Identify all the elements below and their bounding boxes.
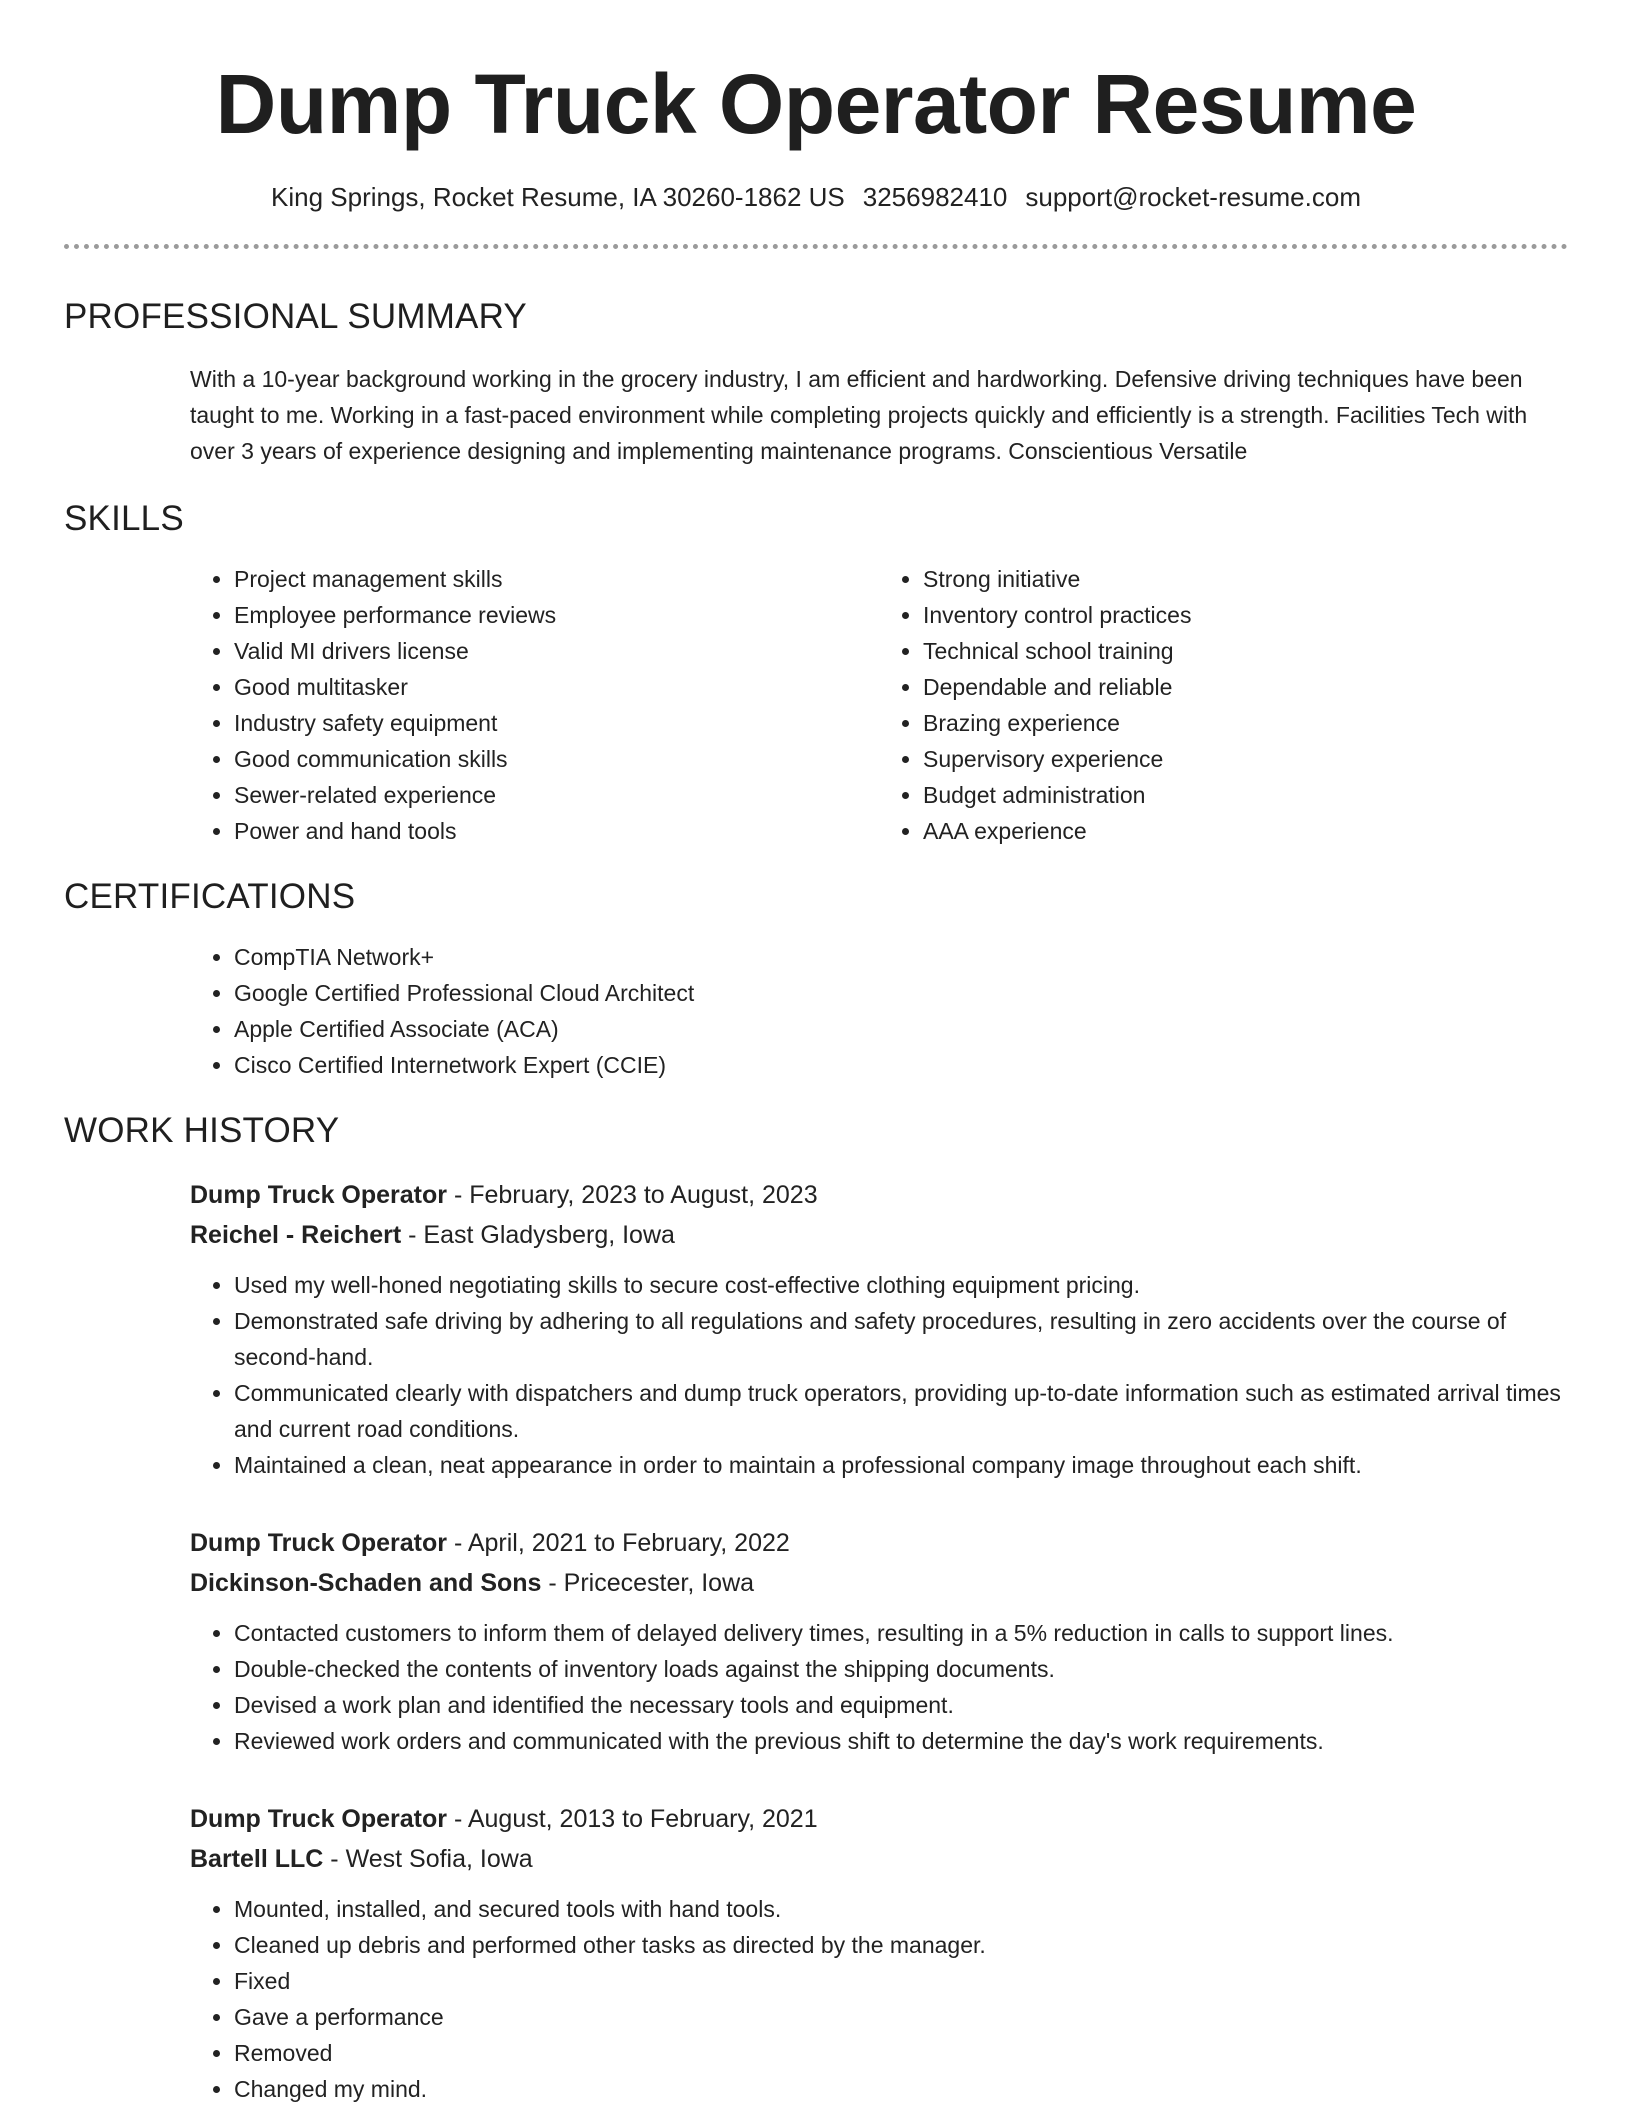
skill-item: • Strong initiative [923,561,1568,597]
job-title: Dump Truck Operator [190,1805,447,1833]
job-bullets [190,1267,1568,1483]
summary-text: With a 10-year background working in the grocery industry, I am efficient and hardworking. Defensive driving techniques have been taught to me. Working in a fast-paced environment while completing projects quickly and efficiently is a strength. Facilities Tech with over 3 years of experience designing and implementing maintenance programs. Conscientious Versatile [190,366,1528,464]
skill-item: • Power and hand tools [234,813,879,849]
certifications-block [190,939,1568,1083]
skills-list-left [190,561,879,849]
job-location: - West Sofia, Iowa [323,1845,533,1873]
job-entry [190,1523,1568,1759]
job-bullet: • Devised a work plan and identified the necessary tools and equipment. [234,1687,1568,1723]
job-bullet: • Mounted, installed, and secured tools with hand tools. [234,1891,1568,1927]
skill-item: • Employee performance reviews [234,597,879,633]
job-title-line [190,1175,1568,1215]
skill-item: • Inventory control practices [923,597,1568,633]
skill-item: • AAA experience [923,813,1568,849]
job-company-line [190,1839,1568,1879]
job-entry [190,1799,1568,2107]
skill-item: • Supervisory experience [923,741,1568,777]
job-dates: - February, 2023 to August, 2023 [447,1181,818,1209]
skill-item: • Good communication skills [234,741,879,777]
skill-item: • Valid MI drivers license [234,633,879,669]
work-history-heading: WORK HISTORY [64,1111,340,1150]
certifications-heading: CERTIFICATIONS [64,877,356,916]
job-bullets [190,1891,1568,2107]
job-bullet: • Removed [234,2035,1568,2071]
job-company: Bartell LLC [190,1845,324,1873]
skill-item: • Dependable and reliable [923,669,1568,705]
summary-heading: PROFESSIONAL SUMMARY [64,297,527,336]
contact-line [64,180,1568,214]
job-location: - East Gladysberg, Iowa [401,1221,675,1249]
job-bullet: • Changed my mind. [234,2071,1568,2107]
job-bullet: • Reviewed work orders and communicated with the previous shift to determine the day's work requirements. [234,1723,1568,1759]
job-bullets [190,1615,1568,1759]
contact-phone: 3256982410 [862,182,1008,212]
job-company: Dickinson-Schaden and Sons [190,1569,542,1597]
skill-item: • Project management skills [234,561,879,597]
skill-item: • Sewer-related experience [234,777,879,813]
job-bullet: • Fixed [234,1963,1568,1999]
skill-item: • Brazing experience [923,705,1568,741]
job-company-line [190,1563,1568,1603]
job-title-line [190,1523,1568,1563]
contact-email: support@rocket-resume.com [1025,182,1361,212]
certification-item: • Cisco Certified Internetwork Expert (CCIE) [234,1047,1568,1083]
certification-item: • Google Certified Professional Cloud Architect [234,975,1568,1011]
certification-item: • CompTIA Network+ [234,939,1568,975]
job-company-line [190,1215,1568,1255]
contact-address: King Springs, Rocket Resume, IA 30260-1862 US [271,182,845,212]
skill-item: • Budget administration [923,777,1568,813]
certifications-list [190,939,1568,1083]
job-bullet: • Gave a performance [234,1999,1568,2035]
job-bullet: • Used my well-honed negotiating skills to secure cost-effective clothing equipment pricing. [234,1267,1568,1303]
skills-columns [190,561,1568,849]
job-entry [190,1175,1568,1483]
job-location: - Pricecester, Iowa [541,1569,755,1597]
job-bullet: • Communicated clearly with dispatchers and dump truck operators, providing up-to-date information such as estimated arrival times and current road conditions. [234,1375,1568,1447]
skill-item: • Technical school training [923,633,1568,669]
skills-heading: SKILLS [64,499,184,538]
skill-item: • Good multitasker [234,669,879,705]
job-bullet: • Maintained a clean, neat appearance in order to maintain a professional company image throughout each shift. [234,1447,1568,1483]
skill-item: • Industry safety equipment [234,705,879,741]
job-title: Dump Truck Operator [190,1529,447,1557]
job-title: Dump Truck Operator [190,1181,447,1209]
job-title-line [190,1799,1568,1839]
header-divider [64,244,1568,249]
job-dates: - April, 2021 to February, 2022 [447,1529,790,1557]
skills-list-right [879,561,1568,849]
job-dates: - August, 2013 to February, 2021 [447,1805,818,1833]
certification-item: • Apple Certified Associate (ACA) [234,1011,1568,1047]
job-bullet: • Double-checked the contents of inventory loads against the shipping documents. [234,1651,1568,1687]
job-company: Reichel - Reichert [190,1221,402,1249]
resume-title: Dump Truck Operator Resume [215,57,1417,151]
resume-page [64,0,1568,2107]
job-bullet: • Contacted customers to inform them of delayed delivery times, resulting in a 5% reduction in calls to support lines. [234,1615,1568,1651]
job-bullet: • Demonstrated safe driving by adhering to all regulations and safety procedures, resulting in zero accidents over the course of second-hand. [234,1303,1568,1375]
job-bullet: • Cleaned up debris and performed other tasks as directed by the manager. [234,1927,1568,1963]
